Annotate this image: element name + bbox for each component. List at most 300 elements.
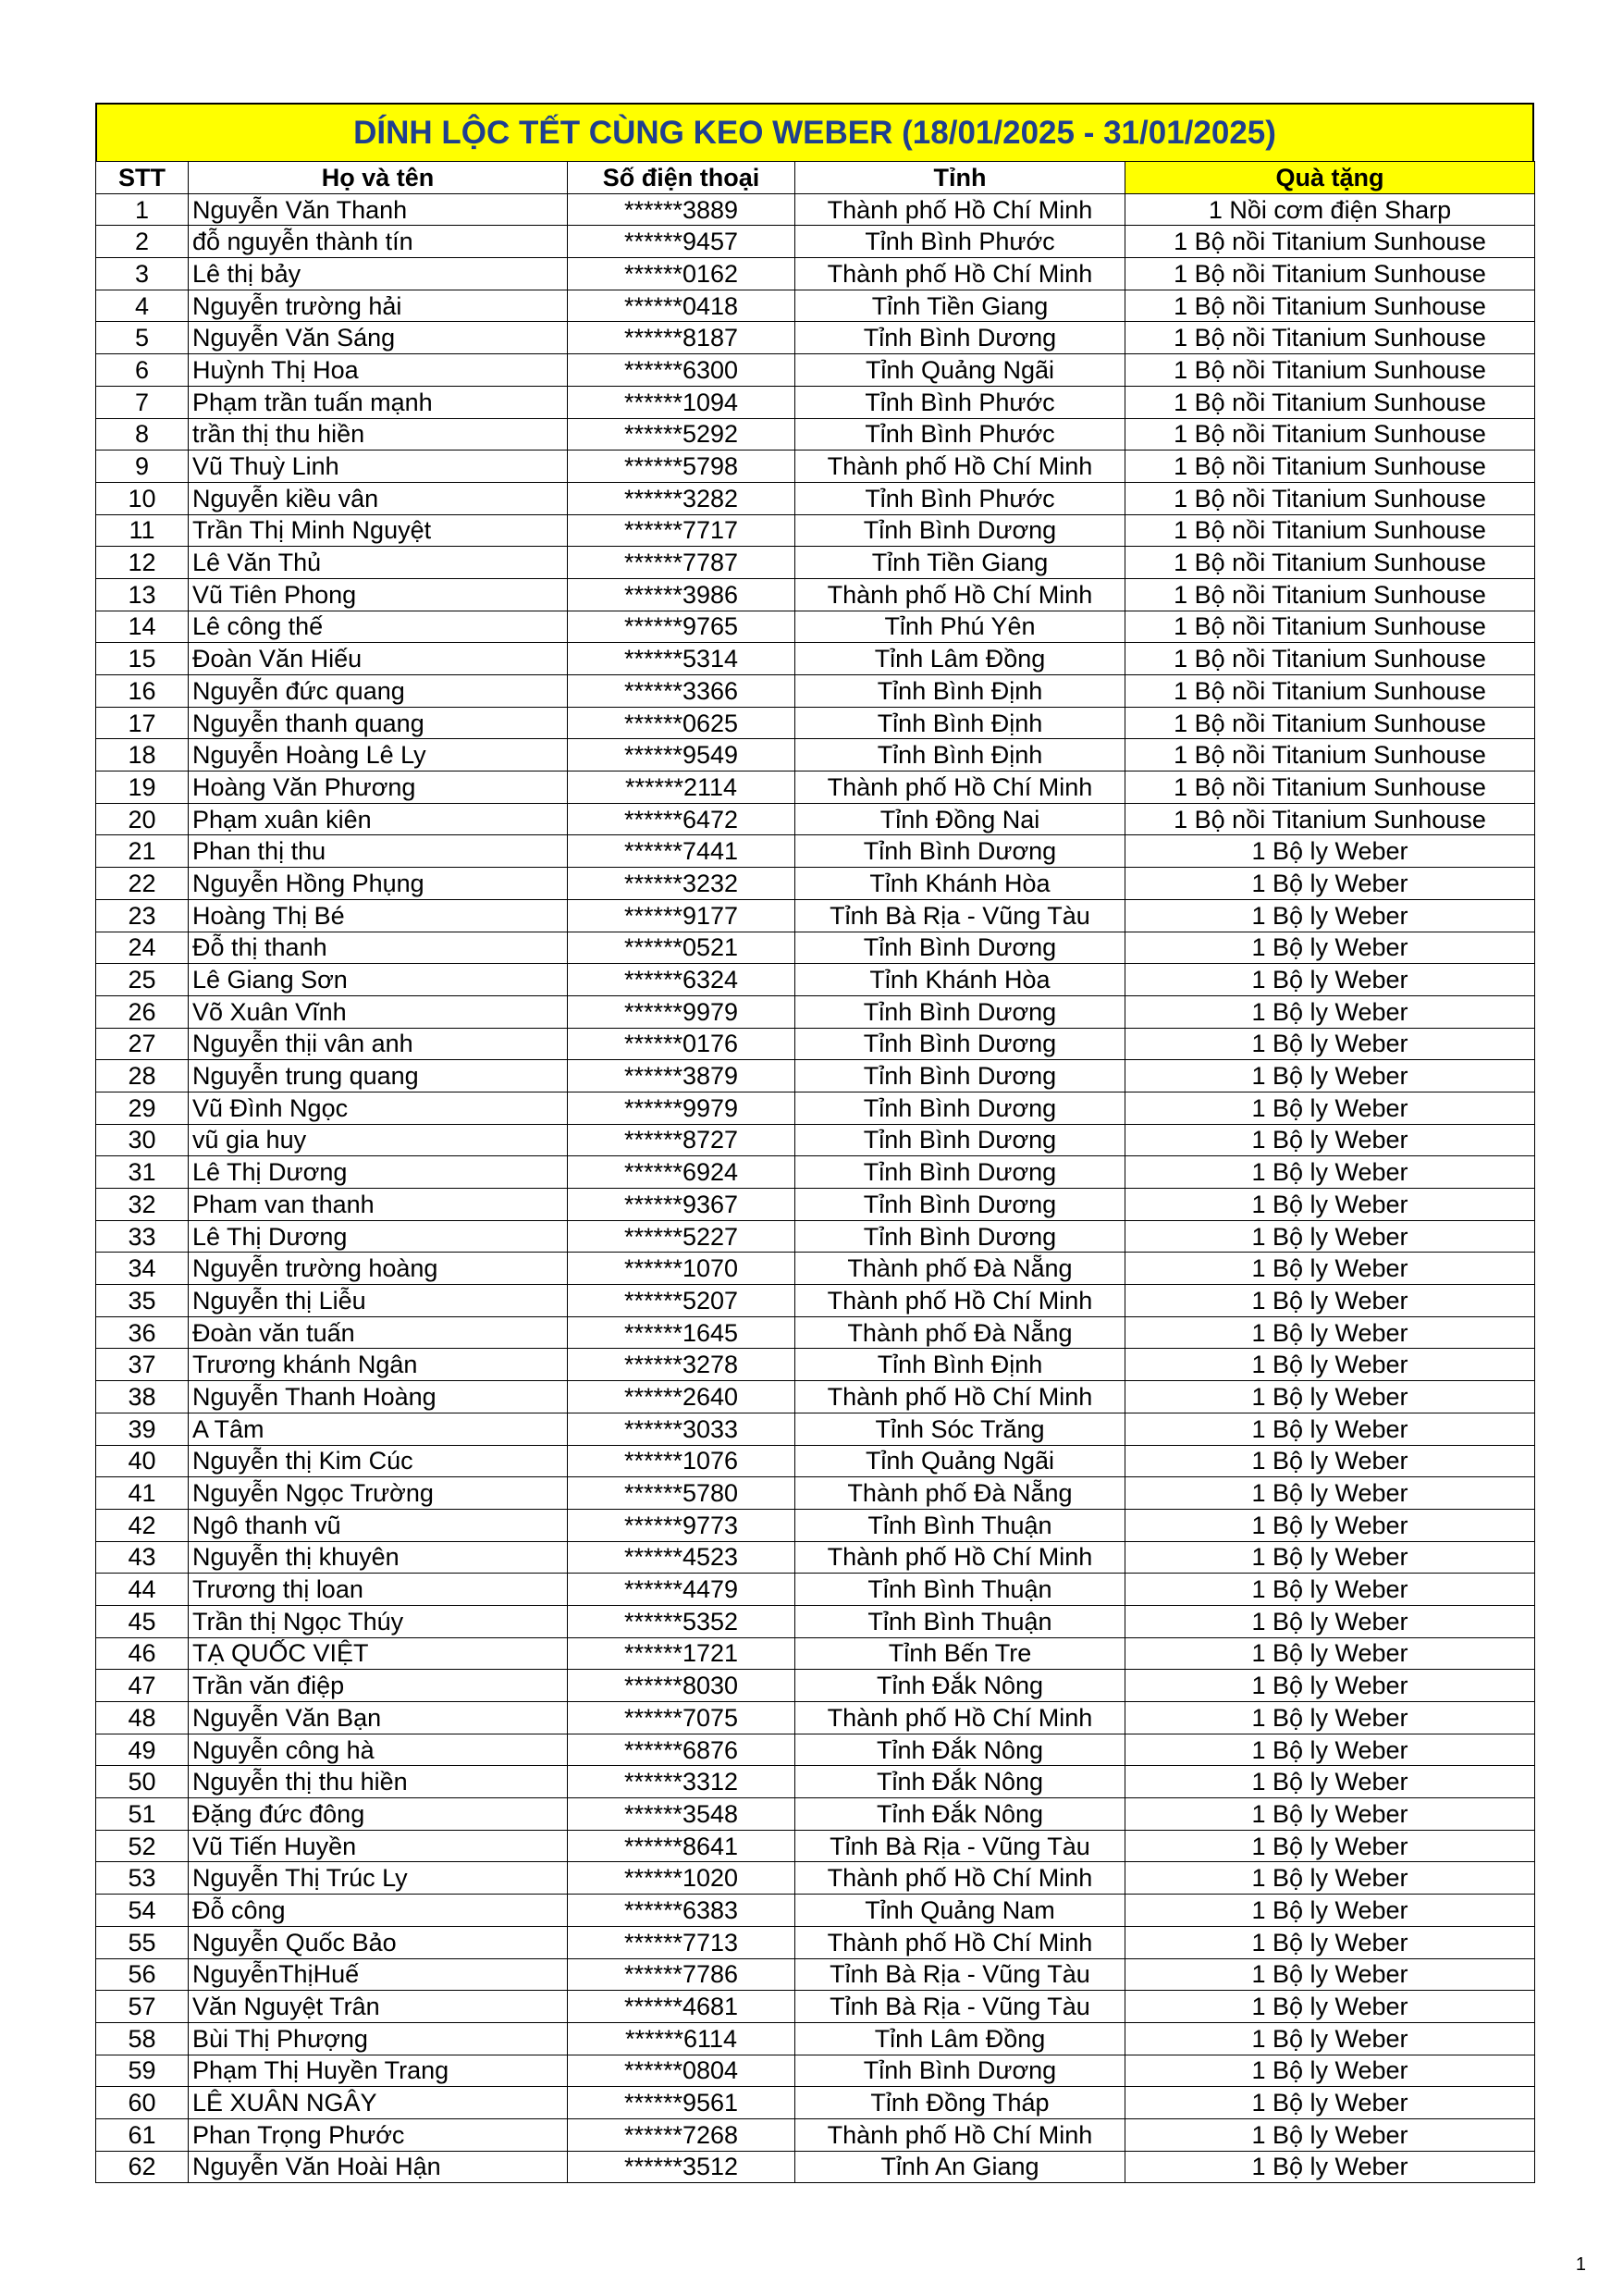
table-row [96,772,1535,804]
cell-gift: 1 Bộ ly Weber [1125,1798,1535,1831]
cell-name: Đỗ thị thanh [189,932,568,964]
cell-province: Tỉnh Khánh Hòa [795,964,1125,996]
cell-gift: 1 Bộ ly Weber [1125,835,1535,868]
cell-gift: 1 Bộ nồi Titanium Sunhouse [1125,322,1535,354]
cell-gift: 1 Bộ nồi Titanium Sunhouse [1125,354,1535,387]
cell-gift: 1 Bộ nồi Titanium Sunhouse [1125,226,1535,258]
cell-stt: 1 [96,193,189,226]
cell-stt: 2 [96,226,189,258]
cell-province: Tỉnh Bình Định [795,675,1125,708]
cell-stt: 32 [96,1189,189,1221]
cell-gift: 1 Bộ ly Weber [1125,1830,1535,1862]
cell-stt: 34 [96,1253,189,1285]
sheet-title: DÍNH LỘC TẾT CÙNG KEO WEBER (18/01/2025 - 31/01/2025) [95,103,1534,161]
header-name: Họ và tên [189,162,568,194]
table-row [96,1220,1535,1253]
cell-gift: 1 Bộ ly Weber [1125,1060,1535,1092]
cell-phone: ******9979 [568,995,795,1028]
table-row [96,707,1535,739]
cell-name: Ngô thanh vũ [189,1509,568,1541]
cell-stt: 4 [96,290,189,322]
cell-province: Tỉnh Bà Rịa - Vũng Tàu [795,1958,1125,1991]
cell-gift: 1 Bộ ly Weber [1125,2151,1535,2183]
cell-stt: 40 [96,1445,189,1477]
cell-name: Lê công thế [189,611,568,643]
cell-stt: 12 [96,547,189,579]
cell-phone: ******7786 [568,1958,795,1991]
cell-province: Thành phố Hồ Chí Minh [795,1926,1125,1958]
table-row [96,386,1535,418]
cell-stt: 30 [96,1124,189,1156]
cell-phone: ******9561 [568,2087,795,2119]
cell-phone: ******5352 [568,1605,795,1637]
cell-name: Lê Thị Dương [189,1220,568,1253]
cell-province: Tỉnh Bến Tre [795,1637,1125,1670]
cell-stt: 53 [96,1862,189,1895]
cell-name: Vũ Thuỳ Linh [189,451,568,483]
cell-name: TẠ QUỐC VIỆT [189,1637,568,1670]
cell-province: Tỉnh Bình Phước [795,226,1125,258]
header-province: Tỉnh [795,162,1125,194]
cell-province: Tỉnh Đắk Nông [795,1734,1125,1766]
cell-stt: 20 [96,803,189,835]
table-row [96,1734,1535,1766]
cell-stt: 60 [96,2087,189,2119]
page-number: 1 [1575,2254,1586,2275]
cell-phone: ******1645 [568,1316,795,1349]
cell-province: Tỉnh Đắk Nông [795,1766,1125,1798]
cell-phone: ******1020 [568,1862,795,1895]
cell-gift: 1 Bộ ly Weber [1125,2087,1535,2119]
cell-province: Tỉnh Bình Dương [795,1124,1125,1156]
cell-gift: 1 Bộ ly Weber [1125,1477,1535,1510]
cell-stt: 5 [96,322,189,354]
table-row [96,290,1535,322]
cell-name: Trần thị Ngọc Thúy [189,1605,568,1637]
cell-name: NguyễnThịHuế [189,1958,568,1991]
table-row [96,739,1535,772]
cell-name: Đoàn Văn Hiếu [189,643,568,675]
cell-name: LÊ XUÂN NGÂY [189,2087,568,2119]
cell-province: Tỉnh Phú Yên [795,611,1125,643]
cell-phone: ******5227 [568,1220,795,1253]
table-row [96,1605,1535,1637]
cell-gift: 1 Bộ ly Weber [1125,1285,1535,1317]
cell-name: Nguyễn trường hoàng [189,1253,568,1285]
cell-phone: ******0521 [568,932,795,964]
cell-gift: 1 Bộ ly Weber [1125,1766,1535,1798]
cell-gift: 1 Bộ nồi Titanium Sunhouse [1125,643,1535,675]
cell-stt: 29 [96,1092,189,1124]
cell-phone: ******3366 [568,675,795,708]
cell-phone: ******1094 [568,386,795,418]
cell-stt: 62 [96,2151,189,2183]
cell-province: Tỉnh Lâm Đồng [795,2022,1125,2055]
cell-stt: 21 [96,835,189,868]
cell-gift: 1 Bộ ly Weber [1125,1926,1535,1958]
cell-phone: ******4523 [568,1541,795,1574]
table-row [96,2022,1535,2055]
table-row [96,1895,1535,1927]
table-row [96,1926,1535,1958]
cell-province: Tỉnh Bà Rịa - Vũng Tàu [795,1830,1125,1862]
cell-phone: ******0162 [568,258,795,290]
cell-gift: 1 Bộ nồi Titanium Sunhouse [1125,675,1535,708]
table-row [96,611,1535,643]
cell-province: Thành phố Hồ Chí Minh [795,1285,1125,1317]
cell-phone: ******7441 [568,835,795,868]
cell-name: Võ Xuân Vĩnh [189,995,568,1028]
cell-gift: 1 Bộ nồi Titanium Sunhouse [1125,707,1535,739]
cell-phone: ******5780 [568,1477,795,1510]
cell-gift: 1 Bộ nồi Titanium Sunhouse [1125,482,1535,514]
cell-province: Tỉnh Đồng Nai [795,803,1125,835]
cell-stt: 58 [96,2022,189,2055]
table-row [96,1477,1535,1510]
cell-name: Nguyễn thị Kim Cúc [189,1445,568,1477]
cell-name: Phan thị thu [189,835,568,868]
cell-phone: ******8641 [568,1830,795,1862]
cell-stt: 48 [96,1702,189,1734]
table-row [96,1124,1535,1156]
cell-name: vũ gia huy [189,1124,568,1156]
cell-gift: 1 Bộ nồi Titanium Sunhouse [1125,386,1535,418]
cell-name: Nguyễn Ngọc Trường [189,1477,568,1510]
cell-stt: 55 [96,1926,189,1958]
cell-stt: 24 [96,932,189,964]
cell-name: Phạm Thị Huyền Trang [189,2055,568,2087]
cell-name: trần thị thu hiền [189,418,568,451]
cell-phone: ******7787 [568,547,795,579]
cell-stt: 47 [96,1670,189,1702]
cell-stt: 31 [96,1156,189,1189]
cell-stt: 43 [96,1541,189,1574]
cell-stt: 38 [96,1381,189,1413]
cell-stt: 44 [96,1574,189,1606]
cell-phone: ******3879 [568,1060,795,1092]
cell-province: Tỉnh Đồng Tháp [795,2087,1125,2119]
table-row [96,1830,1535,1862]
cell-phone: ******5314 [568,643,795,675]
cell-gift: 1 Bộ ly Weber [1125,1509,1535,1541]
cell-phone: ******3232 [568,868,795,900]
cell-province: Tỉnh Bình Dương [795,1060,1125,1092]
cell-stt: 50 [96,1766,189,1798]
cell-province: Tỉnh Bình Thuận [795,1574,1125,1606]
cell-phone: ******3986 [568,578,795,611]
cell-gift: 1 Bộ ly Weber [1125,1574,1535,1606]
cell-stt: 13 [96,578,189,611]
cell-phone: ******7713 [568,1926,795,1958]
cell-gift: 1 Bộ ly Weber [1125,1702,1535,1734]
cell-stt: 41 [96,1477,189,1510]
table-row [96,1445,1535,1477]
header-row [96,162,1535,194]
cell-name: Hoàng Văn Phương [189,772,568,804]
cell-gift: 1 Bộ nồi Titanium Sunhouse [1125,611,1535,643]
cell-stt: 10 [96,482,189,514]
cell-stt: 51 [96,1798,189,1831]
cell-province: Tỉnh Bình Dương [795,2055,1125,2087]
cell-stt: 54 [96,1895,189,1927]
cell-province: Tỉnh Khánh Hòa [795,868,1125,900]
cell-gift: 1 Bộ nồi Titanium Sunhouse [1125,514,1535,547]
cell-phone: ******6114 [568,2022,795,2055]
cell-province: Tỉnh Bình Định [795,739,1125,772]
cell-phone: ******5798 [568,451,795,483]
cell-phone: ******3312 [568,1766,795,1798]
cell-gift: 1 Nồi cơm điện Sharp [1125,193,1535,226]
cell-phone: ******9979 [568,1092,795,1124]
cell-province: Tỉnh Quảng Nam [795,1895,1125,1927]
cell-gift: 1 Bộ nồi Titanium Sunhouse [1125,578,1535,611]
cell-stt: 42 [96,1509,189,1541]
cell-stt: 46 [96,1637,189,1670]
cell-province: Thành phố Hồ Chí Minh [795,1381,1125,1413]
cell-province: Tỉnh Bình Dương [795,322,1125,354]
cell-stt: 26 [96,995,189,1028]
cell-name: Nguyễn thị Liễu [189,1285,568,1317]
table-row [96,258,1535,290]
cell-province: Thành phố Hồ Chí Minh [795,578,1125,611]
cell-stt: 35 [96,1285,189,1317]
cell-phone: ******7268 [568,2118,795,2151]
table-row [96,322,1535,354]
cell-name: Nguyễn trường hải [189,290,568,322]
cell-province: Tỉnh Bình Định [795,707,1125,739]
cell-gift: 1 Bộ ly Weber [1125,1413,1535,1445]
cell-gift: 1 Bộ ly Weber [1125,1605,1535,1637]
cell-phone: ******9765 [568,611,795,643]
table-row [96,1862,1535,1895]
cell-phone: ******0625 [568,707,795,739]
cell-phone: ******8727 [568,1124,795,1156]
cell-name: Vũ Tiên Phong [189,578,568,611]
cell-stt: 14 [96,611,189,643]
cell-province: Thành phố Hồ Chí Minh [795,451,1125,483]
cell-province: Thành phố Đà Nẵng [795,1316,1125,1349]
header-gift: Quà tặng [1125,162,1535,194]
cell-stt: 39 [96,1413,189,1445]
cell-gift: 1 Bộ ly Weber [1125,868,1535,900]
cell-gift: 1 Bộ ly Weber [1125,1220,1535,1253]
table-row [96,418,1535,451]
cell-gift: 1 Bộ ly Weber [1125,1895,1535,1927]
cell-name: Nguyễn Văn Bạn [189,1702,568,1734]
cell-province: Tỉnh Sóc Trăng [795,1413,1125,1445]
cell-province: Thành phố Hồ Chí Minh [795,1862,1125,1895]
cell-name: Lê Văn Thủ [189,547,568,579]
cell-name: Phạm xuân kiên [189,803,568,835]
cell-name: Vũ Tiến Huyền [189,1830,568,1862]
table-row [96,514,1535,547]
cell-province: Tỉnh Tiền Giang [795,547,1125,579]
cell-phone: ******6300 [568,354,795,387]
cell-name: Nguyễn Văn Thanh [189,193,568,226]
cell-stt: 52 [96,1830,189,1862]
table-row [96,2151,1535,2183]
cell-phone: ******7075 [568,1702,795,1734]
table-row [96,995,1535,1028]
cell-stt: 56 [96,1958,189,1991]
cell-name: Đặng đức đông [189,1798,568,1831]
cell-name: Lê Giang Sơn [189,964,568,996]
cell-province: Tỉnh Bình Phước [795,482,1125,514]
cell-name: Nguyễn Quốc Bảo [189,1926,568,1958]
cell-stt: 11 [96,514,189,547]
cell-phone: ******3278 [568,1349,795,1381]
cell-name: Trần văn điệp [189,1670,568,1702]
table-row [96,643,1535,675]
cell-phone: ******8187 [568,322,795,354]
cell-name: Nguyễn Văn Hoài Hận [189,2151,568,2183]
cell-phone: ******3033 [568,1413,795,1445]
table-row [96,1253,1535,1285]
cell-phone: ******3282 [568,482,795,514]
cell-gift: 1 Bộ ly Weber [1125,2055,1535,2087]
cell-name: Phạm trần tuấn mạnh [189,386,568,418]
cell-stt: 7 [96,386,189,418]
cell-gift: 1 Bộ ly Weber [1125,1349,1535,1381]
cell-name: Đoàn văn tuấn [189,1316,568,1349]
table-row [96,193,1535,226]
cell-province: Thành phố Hồ Chí Minh [795,772,1125,804]
cell-stt: 15 [96,643,189,675]
cell-phone: ******1076 [568,1445,795,1477]
cell-name: A Tâm [189,1413,568,1445]
table-row [96,1958,1535,1991]
cell-gift: 1 Bộ ly Weber [1125,1637,1535,1670]
cell-province: Thành phố Hồ Chí Minh [795,193,1125,226]
cell-phone: ******2640 [568,1381,795,1413]
cell-province: Tỉnh Bình Thuận [795,1509,1125,1541]
cell-phone: ******9177 [568,899,795,932]
cell-phone: ******1070 [568,1253,795,1285]
cell-phone: ******5207 [568,1285,795,1317]
cell-name: Trương khánh Ngân [189,1349,568,1381]
cell-name: Hoàng Thị Bé [189,899,568,932]
cell-gift: 1 Bộ nồi Titanium Sunhouse [1125,258,1535,290]
cell-gift: 1 Bộ ly Weber [1125,899,1535,932]
cell-province: Tỉnh Bình Định [795,1349,1125,1381]
table-row [96,932,1535,964]
cell-gift: 1 Bộ nồi Titanium Sunhouse [1125,739,1535,772]
table-row [96,226,1535,258]
table-row [96,1670,1535,1702]
cell-phone: ******1721 [568,1637,795,1670]
cell-province: Thành phố Đà Nẵng [795,1253,1125,1285]
table-row [96,1189,1535,1221]
winners-table [95,161,1535,2183]
cell-stt: 6 [96,354,189,387]
cell-phone: ******0176 [568,1028,795,1060]
table-row [96,578,1535,611]
cell-phone: ******6924 [568,1156,795,1189]
table-row [96,1028,1535,1060]
cell-name: Nguyễn Hoàng Lê Ly [189,739,568,772]
cell-phone: ******3512 [568,2151,795,2183]
cell-phone: ******2114 [568,772,795,804]
cell-stt: 9 [96,451,189,483]
table-row [96,2055,1535,2087]
table-row [96,868,1535,900]
cell-province: Tỉnh Bà Rịa - Vũng Tàu [795,899,1125,932]
header-stt: STT [96,162,189,194]
cell-gift: 1 Bộ ly Weber [1125,2022,1535,2055]
cell-province: Tỉnh Bình Dương [795,932,1125,964]
cell-stt: 25 [96,964,189,996]
table-row [96,1541,1535,1574]
cell-province: Tỉnh Bình Dương [795,1220,1125,1253]
cell-name: Lê Thị Dương [189,1156,568,1189]
cell-stt: 18 [96,739,189,772]
cell-phone: ******0804 [568,2055,795,2087]
cell-gift: 1 Bộ ly Weber [1125,995,1535,1028]
cell-gift: 1 Bộ nồi Titanium Sunhouse [1125,803,1535,835]
cell-phone: ******6383 [568,1895,795,1927]
header-phone: Số điện thoại [568,162,795,194]
cell-province: Tỉnh Đắk Nông [795,1670,1125,1702]
cell-name: Văn Nguyệt Trân [189,1991,568,2023]
cell-gift: 1 Bộ ly Weber [1125,1189,1535,1221]
cell-name: Nguyễn Văn Sáng [189,322,568,354]
cell-gift: 1 Bộ ly Weber [1125,1316,1535,1349]
cell-gift: 1 Bộ nồi Titanium Sunhouse [1125,547,1535,579]
table-row [96,1509,1535,1541]
cell-province: Tỉnh Bình Phước [795,418,1125,451]
table-row [96,1574,1535,1606]
cell-name: Nguyễn thịi vân anh [189,1028,568,1060]
table-row [96,1381,1535,1413]
cell-stt: 45 [96,1605,189,1637]
cell-name: Trương thị loan [189,1574,568,1606]
table-row [96,1285,1535,1317]
cell-province: Tỉnh Bình Thuận [795,1605,1125,1637]
cell-name: Pham van thanh [189,1189,568,1221]
cell-name: Nguyễn kiều vân [189,482,568,514]
cell-province: Tỉnh Bình Dương [795,1156,1125,1189]
cell-phone: ******6876 [568,1734,795,1766]
cell-province: Tỉnh Bình Dương [795,514,1125,547]
cell-gift: 1 Bộ ly Weber [1125,1381,1535,1413]
cell-phone: ******0418 [568,290,795,322]
cell-name: Huỳnh Thị Hoa [189,354,568,387]
cell-name: Bùi Thị Phượng [189,2022,568,2055]
cell-province: Thành phố Hồ Chí Minh [795,258,1125,290]
cell-province: Tỉnh Quảng Ngãi [795,354,1125,387]
table-row [96,964,1535,996]
cell-province: Tỉnh Bình Phước [795,386,1125,418]
cell-gift: 1 Bộ nồi Titanium Sunhouse [1125,451,1535,483]
table-row [96,1316,1535,1349]
cell-gift: 1 Bộ ly Weber [1125,1156,1535,1189]
cell-phone: ******3889 [568,193,795,226]
cell-phone: ******3548 [568,1798,795,1831]
cell-phone: ******9367 [568,1189,795,1221]
cell-name: đỗ nguyễn thành tín [189,226,568,258]
cell-gift: 1 Bộ nồi Titanium Sunhouse [1125,772,1535,804]
table-row [96,1156,1535,1189]
cell-province: Tỉnh Bình Dương [795,1028,1125,1060]
table-row [96,899,1535,932]
cell-province: Thành phố Hồ Chí Minh [795,1541,1125,1574]
cell-gift: 1 Bộ ly Weber [1125,932,1535,964]
cell-province: Tỉnh Đắk Nông [795,1798,1125,1831]
cell-stt: 59 [96,2055,189,2087]
cell-province: Tỉnh Bà Rịa - Vũng Tàu [795,1991,1125,2023]
cell-stt: 27 [96,1028,189,1060]
cell-stt: 3 [96,258,189,290]
